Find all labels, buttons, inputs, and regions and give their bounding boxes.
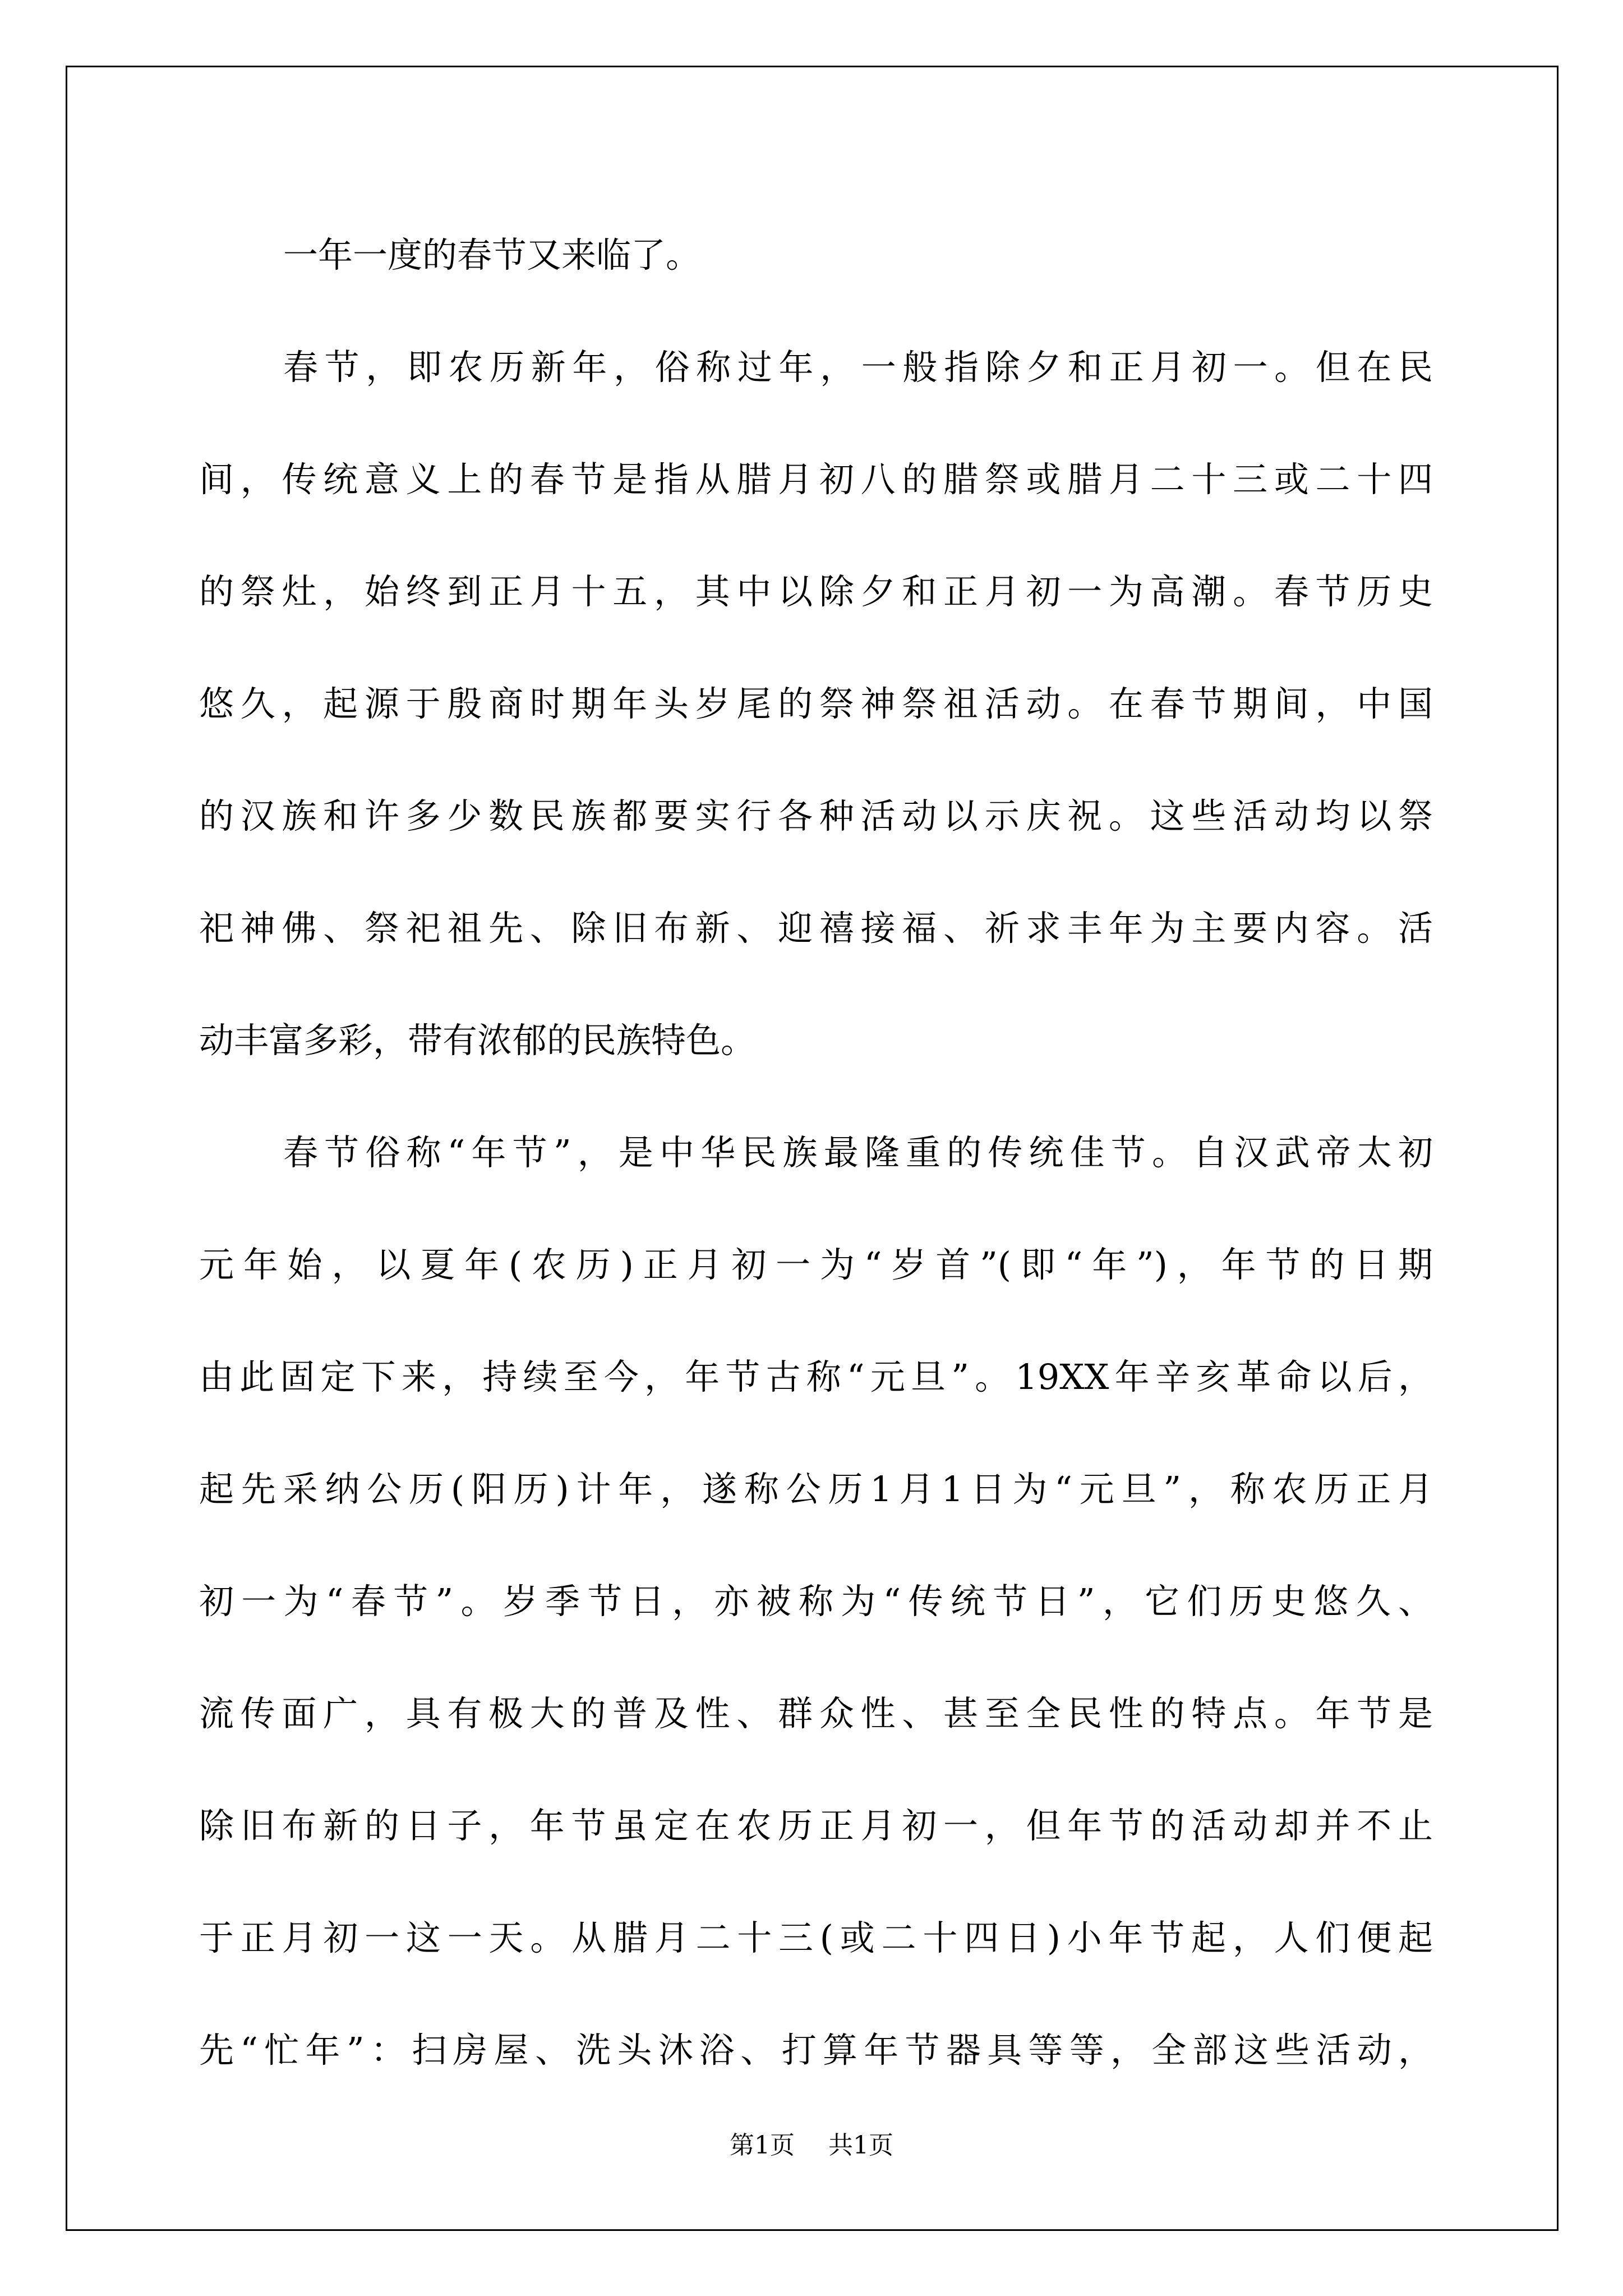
paragraph-3 — [199, 1097, 1433, 2106]
text-line: 由此固定下来，持续至今，年节古称“元旦”。19XX年辛亥革命以后， — [199, 1356, 1433, 1397]
page-total: 共1页 — [828, 2131, 893, 2160]
text-line: 元年始，以夏年(农历)正月初一为“岁首”(即“年”)，年节的日期 — [199, 1244, 1433, 1285]
text-line: 的汉族和许多少数民族都要实行各种活动以示庆祝。这些活动均以祭 — [199, 795, 1433, 836]
page-footer — [0, 2129, 1623, 2162]
text-line: 祀神佛、祭祀祖先、除旧布新、迎禧接福、祈求丰年为主要内容。活 — [199, 908, 1433, 949]
text-line: 动丰富多彩，带有浓郁的民族特色。 — [199, 1020, 756, 1061]
document-body — [199, 199, 1433, 2106]
text-line: 春节俗称“年节”，是中华民族最隆重的传统佳节。自汉武帝太初 — [283, 1132, 1433, 1173]
paragraph-2 — [199, 311, 1433, 1097]
text-line: 春节，即农历新年，俗称过年，一般指除夕和正月初一。但在民 — [283, 347, 1433, 388]
text-line: 起先采纳公历(阳历)计年，遂称公历1月1日为“元旦”，称农历正月 — [199, 1469, 1433, 1510]
text-line: 除旧布新的日子，年节虽定在农历正月初一，但年节的活动却并不止 — [199, 1805, 1433, 1846]
text-line: 间，传统意义上的春节是指从腊月初八的腊祭或腊月二十三或二十四 — [199, 459, 1433, 500]
text-line: 流传面广，具有极大的普及性、群众性、甚至全民性的特点。年节是 — [199, 1693, 1433, 1734]
text-line: 初一为“春节”。岁季节日，亦被称为“传统节日”，它们历史悠久、 — [199, 1581, 1433, 1622]
page-number: 第1页 — [730, 2131, 795, 2160]
text-line: 一年一度的春节又来临了。 — [283, 234, 701, 275]
text-line: 先“忙年”：扫房屋、洗头沐浴、打算年节器具等等，全部这些活动， — [199, 2030, 1433, 2070]
paragraph-1 — [199, 199, 1433, 311]
text-line: 的祭灶，始终到正月十五，其中以除夕和正月初一为高潮。春节历史 — [199, 571, 1433, 612]
text-line: 悠久，起源于殷商时期年头岁尾的祭神祭祖活动。在春节期间，中国 — [199, 683, 1433, 724]
text-line: 于正月初一这一天。从腊月二十三(或二十四日)小年节起，人们便起 — [199, 1917, 1433, 1958]
